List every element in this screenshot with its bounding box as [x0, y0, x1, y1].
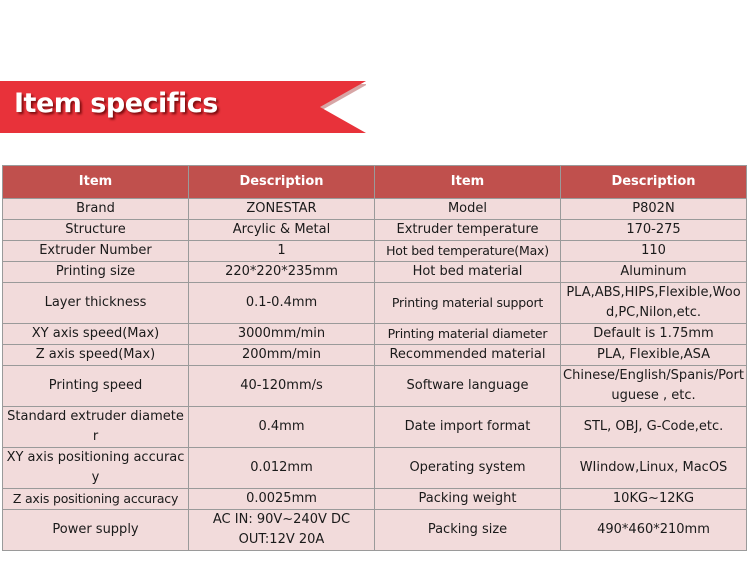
spec-label: Structure [3, 220, 189, 241]
spec-label: Date import format [375, 407, 561, 448]
spec-value: Aluminum [561, 262, 747, 283]
spec-value-line: AC IN: 90V~240V DC [212, 512, 351, 527]
spec-label: Model [375, 199, 561, 220]
spec-label: Printing speed [3, 366, 189, 407]
spec-value: 1 [189, 241, 375, 262]
spec-value: Arcylic & Metal [189, 220, 375, 241]
spec-label: XY axis positioning accuracy [3, 448, 189, 489]
table-row [3, 262, 747, 283]
spec-label: Standard extruder diameter [3, 407, 189, 448]
spec-value: 220*220*235mm [189, 262, 375, 283]
table-row [3, 199, 747, 220]
table-row [3, 489, 747, 510]
spec-label: Printing material diameter [375, 324, 561, 345]
spec-value: STL, OBJ, G-Code,etc. [561, 407, 747, 448]
spec-label: Recommended material [375, 345, 561, 366]
table-header-row [3, 166, 747, 199]
spec-value: 490*460*210mm [561, 510, 747, 551]
spec-value: WIindow,Linux, MacOS [561, 448, 747, 489]
spec-label: Packing weight [375, 489, 561, 510]
spec-label: XY axis speed(Max) [3, 324, 189, 345]
spec-label: Power supply [3, 510, 189, 551]
spec-value: P802N [561, 199, 747, 220]
spec-label: Z axis positioning accuracy [3, 489, 189, 510]
table-row [3, 324, 747, 345]
header-description: Description [561, 166, 747, 199]
spec-value: 200mm/min [189, 345, 375, 366]
spec-label: Hot bed material [375, 262, 561, 283]
spec-label: Software language [375, 366, 561, 407]
spec-value: Default is 1.75mm [561, 324, 747, 345]
spec-value: 3000mm/min [189, 324, 375, 345]
spec-label: Z axis speed(Max) [3, 345, 189, 366]
spec-value: Chinese/English/Spanis/Portuguese , etc. [561, 366, 747, 407]
spec-value [189, 510, 375, 551]
spec-value: 110 [561, 241, 747, 262]
spec-label: Extruder Number [3, 241, 189, 262]
header-item: Item [3, 166, 189, 199]
spec-value: 0.0025mm [189, 489, 375, 510]
spec-value: PLA,ABS,HIPS,Flexible,Wood,PC,Nilon,etc. [561, 283, 747, 324]
table-row [3, 241, 747, 262]
spec-value: 0.012mm [189, 448, 375, 489]
section-banner [0, 81, 366, 133]
banner-title: Item specifics [14, 88, 218, 119]
spec-label: Printing size [3, 262, 189, 283]
spec-value: ZONESTAR [189, 199, 375, 220]
table-row [3, 220, 747, 241]
spec-value-line: OUT:12V 20A [238, 532, 325, 547]
spec-label: Packing size [375, 510, 561, 551]
spec-value: 0.1-0.4mm [189, 283, 375, 324]
specs-table [2, 165, 747, 551]
table-row [3, 366, 747, 407]
table-row [3, 448, 747, 489]
spec-label: Hot bed temperature(Max) [375, 241, 561, 262]
header-item: Item [375, 166, 561, 199]
spec-value: 170-275 [561, 220, 747, 241]
table-row [3, 510, 747, 551]
header-description: Description [189, 166, 375, 199]
spec-label: Extruder temperature [375, 220, 561, 241]
spec-value: 40-120mm/s [189, 366, 375, 407]
spec-label: Brand [3, 199, 189, 220]
spec-label: Operating system [375, 448, 561, 489]
spec-value: 10KG~12KG [561, 489, 747, 510]
table-row [3, 345, 747, 366]
spec-value: 0.4mm [189, 407, 375, 448]
spec-label: Layer thickness [3, 283, 189, 324]
table-row [3, 407, 747, 448]
spec-label: Printing material support [375, 283, 561, 324]
table-row [3, 283, 747, 324]
spec-value: PLA, Flexible,ASA [561, 345, 747, 366]
